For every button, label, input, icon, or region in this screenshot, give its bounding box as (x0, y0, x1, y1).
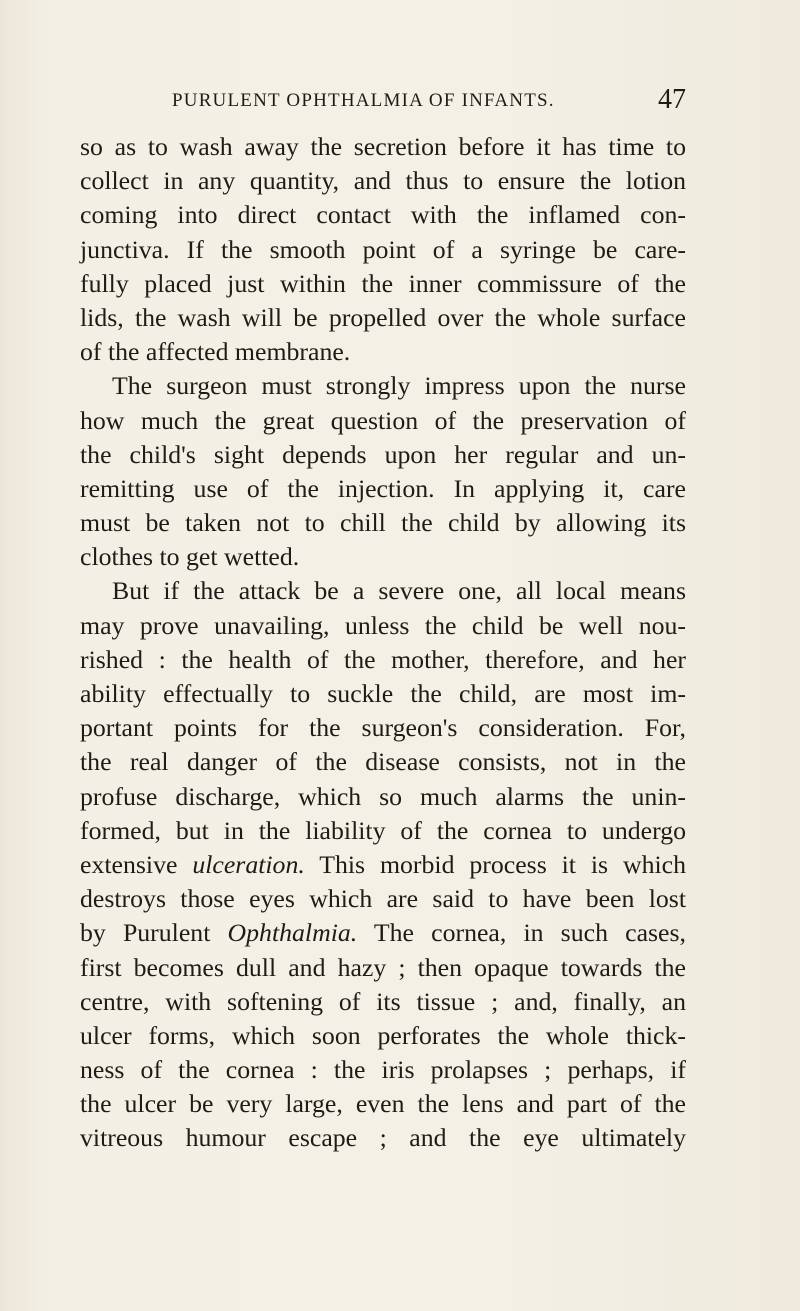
text-line: collect in any quantity, and thus to ensure the lotion (80, 166, 686, 196)
text-line: first becomes dull and hazy ; then opaque towards the (80, 952, 686, 982)
text-line: clothes to get wetted. (80, 542, 300, 572)
text-line: formed, but in the liability of the cornea to undergo (80, 815, 686, 845)
text-line: may prove unavailing, unless the child be well nou- (80, 610, 686, 640)
text-line: must be taken not to chill the child by allowing its (80, 508, 686, 538)
running-title: PURULENT OPHTHALMIA OF INFANTS. (172, 90, 555, 111)
text-line: the real danger of the disease consists, not in the (80, 747, 686, 777)
text-line: remitting use of the injection. In applying it, care (80, 473, 686, 503)
text-line: lids, the wash will be propelled over the whole surface (80, 302, 686, 332)
text-line: centre, with softening of its tissue ; and, finally, an (80, 986, 686, 1016)
text-line: profuse discharge, which so much alarms the unin- (80, 781, 686, 811)
text-line: The surgeon must strongly impress upon the nurse (112, 371, 686, 401)
text-line: so as to wash away the secretion before it has time to (80, 132, 686, 161)
text-line: the ulcer be very large, even the lens and part of the (80, 1089, 686, 1119)
text-line (80, 916, 686, 950)
text-line: vitreous humour escape ; and the eye ultimately (80, 1123, 686, 1153)
text-line: the child's sight depends upon her regular and un- (80, 439, 686, 469)
page-number: 47 (658, 84, 686, 115)
running-head (80, 86, 686, 126)
text-line: But if the attack be a severe one, all local means (112, 576, 686, 606)
body-text (80, 130, 686, 1156)
text-line: fully placed just within the inner commissure of the (80, 268, 686, 298)
text-line: rished : the health of the mother, therefore, and her (80, 644, 686, 674)
text-line: of the affected membrane. (80, 337, 351, 367)
italic-term: ulceration. (192, 849, 305, 879)
text-line: coming into direct contact with the inflamed con- (80, 200, 686, 230)
text-span: The cornea, in such cases, (357, 918, 686, 948)
text-line: ulcer forms, which soon perforates the whole thick- (80, 1020, 686, 1050)
text-span: This morbid process it is which (304, 849, 686, 879)
text-line: how much the great question of the preservation of (80, 405, 686, 435)
text-line: junctiva. If the smooth point of a syringe be care- (80, 234, 686, 264)
italic-term: Ophthalmia. (227, 918, 358, 948)
text-line: ness of the cornea : the iris prolapses ; perhaps, if (80, 1055, 686, 1085)
text-span: extensive (80, 849, 193, 879)
text-line: destroys those eyes which are said to have been lost (80, 884, 686, 914)
text-line (80, 848, 686, 882)
text-line: ability effectually to suckle the child, are most im- (80, 679, 686, 708)
text-line: portant points for the surgeon's consideration. For, (80, 713, 686, 743)
text-span: by Purulent (80, 918, 228, 948)
